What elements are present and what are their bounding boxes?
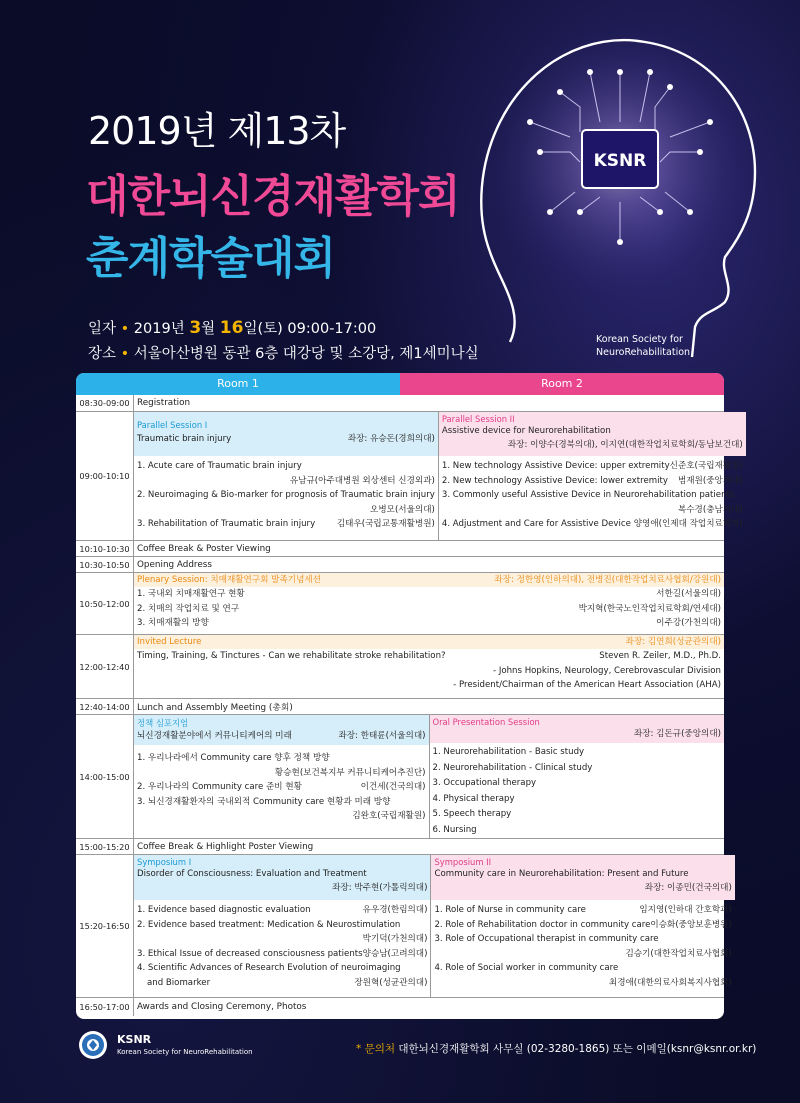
lecture-title: Timing, Training, & Tinctures - Can we rehabilitate stroke rehabilitation?	[137, 651, 446, 661]
talk-speaker: 박지혁(한국노인작업치료학회/연세대)	[578, 603, 721, 614]
talk-speaker: 양영애(인제대 작업치료학과)	[633, 519, 743, 529]
talk-title: 2. Role of Rehabilitation doctor in community care	[434, 919, 651, 930]
speaker-affiliation: - Johns Hopkins, Neurology, Cerebrovascular Division	[492, 665, 721, 676]
talk-title: 4. Scientific Advances of Research Evolution of neuroimaging	[137, 963, 401, 973]
schedule-row-parallel	[76, 412, 743, 541]
schedule-row-coffee-break	[76, 839, 724, 855]
session-title: Traumatic brain injury	[137, 434, 232, 444]
room1-header: Room 1	[76, 373, 400, 395]
talk-title: 3. Rehabilitation of Traumatic brain injury	[137, 519, 316, 529]
time-cell: 16:50-17:00	[76, 998, 134, 1016]
oral-topic: 6. Nursing	[432, 824, 477, 835]
talk-speaker: 김태우(국립교통재활병원)	[336, 519, 435, 529]
talk-speaker: 이주강(가천의대)	[656, 618, 721, 628]
session-name: Invited Lecture	[137, 637, 202, 647]
talk-speaker: 복수경(충남의대)	[677, 504, 743, 515]
schedule-row-lunch	[76, 699, 724, 715]
session-title: Assistive device for Neurorehabilitation	[441, 426, 611, 436]
talk-speaker: 양승남(고려의대)	[362, 948, 428, 959]
date-label: 일자	[88, 321, 117, 337]
session-chair: 좌장: 유승돈(경희의대)	[347, 434, 435, 444]
talk-title: 3. Role of Occupational therapist in community care	[434, 934, 659, 944]
talk-title: 2. 우리나라의 Community care 준비 현황	[137, 782, 302, 792]
talk-speaker: 박기덕(가천의대)	[362, 934, 428, 944]
time-cell: 12:40-14:00	[76, 699, 134, 714]
session-name: Parallel Session I	[137, 420, 208, 430]
talk-speaker: 임지영(인하대 간호학과)	[639, 905, 732, 915]
oral-topic: 5. Speech therapy	[432, 809, 512, 819]
talk-title: 1. 우리나라에서 Community care 향후 정책 방향	[137, 753, 330, 763]
footer-logo-subtitle: Korean Society for NeuroRehabilitation	[117, 1048, 253, 1056]
talk-speaker: 이건세(건국의대)	[360, 782, 426, 792]
lecture-speaker: Steven R. Zeiler, M.D., Ph.D.	[599, 651, 721, 661]
session-title: Disorder of Consciousness: Evaluation and Treatment	[137, 869, 367, 879]
brain-circuit-illustration	[470, 12, 770, 362]
date-time: 일(토) 09:00-17:00	[243, 321, 377, 337]
time-cell: 14:00-15:00	[76, 715, 134, 838]
talk-speaker: 김완호(국립재활원)	[352, 811, 426, 821]
session-chair: 좌장: 김돈규(중앙의대)	[633, 729, 721, 739]
schedule-row-plenary	[76, 573, 724, 635]
oral-topic: 1. Neurorehabilitation - Basic study	[432, 747, 585, 757]
ksnr-seal-icon	[78, 1030, 108, 1060]
event-text: Opening Address	[137, 559, 212, 570]
date-day: 16	[219, 318, 244, 338]
contact-text: 대한뇌신경재활학회 사무실 (02-3280-1865) 또는 이메일(ksnr@ksnr.or.kr)	[398, 1043, 757, 1055]
talk-speaker: 최경애(대한의료사회복지사협회)	[608, 977, 732, 988]
speaker-affiliation: - President/Chairman of the American Heart Association (AHA)	[453, 680, 721, 690]
bullet-icon: •	[120, 321, 130, 337]
title-conference: 춘계학술대회	[86, 233, 336, 284]
talk-speaker: 신준호(국립재활원)	[669, 461, 743, 471]
event-text: Registration	[137, 398, 191, 408]
caption-line-1: Korean Society for	[596, 334, 683, 345]
talk-speaker: 김승기(대한작업치료사협회)	[625, 948, 732, 959]
talk-speaker: 서한길(서울의대)	[656, 589, 721, 599]
session-name: Parallel Session II	[441, 414, 515, 424]
event-text: Lunch and Assembly Meeting (총회)	[137, 703, 293, 713]
talk-title: 1. Acute care of Traumatic brain injury	[137, 461, 302, 471]
footer-contact	[356, 1041, 756, 1056]
time-cell: 10:50-12:00	[76, 573, 134, 634]
talk-speaker: 장원혁(성균관의대)	[354, 977, 428, 988]
session-title: 뇌신경재활분야에서 커뮤니티케어의 미래	[137, 731, 292, 741]
event-text: Awards and Closing Ceremony, Photos	[137, 1002, 307, 1012]
room-header	[76, 373, 724, 395]
schedule-row-coffee-break	[76, 541, 724, 557]
oral-topic: 4. Physical therapy	[432, 793, 515, 804]
time-cell: 12:00-12:40	[76, 635, 134, 698]
schedule-row-invited-lecture	[76, 635, 724, 699]
event-text: Coffee Break & Highlight Poster Viewing	[137, 841, 314, 852]
talk-speaker: 범재원(중앙의대)	[677, 475, 743, 486]
event-text: Coffee Break & Poster Viewing	[137, 543, 271, 554]
caption-line-2: NeuroRehabilitation	[596, 347, 691, 358]
venue-text: 서울아산병원 동관 6층 대강당 및 소강당, 제1세미나실	[133, 346, 479, 362]
talk-title: 1. Role of Nurse in community care	[434, 905, 586, 915]
talk-title: 3. 뇌신경재활환자의 국내외적 Community care 현황과 미래 방향	[137, 796, 391, 807]
session-name: Oral Presentation Session	[432, 717, 540, 727]
schedule-row-policy-and-oral	[76, 715, 724, 839]
talk-title: 4. Adjustment and Care for Assistive Device	[441, 519, 631, 529]
oral-topic: 2. Neurorehabilitation - Clinical study	[432, 762, 593, 773]
session-name: 정책 심포지엄	[137, 718, 189, 728]
date-year: 2019년	[133, 321, 185, 337]
venue-line	[88, 342, 479, 363]
schedule-row-closing	[76, 998, 724, 1016]
time-cell: 10:30-10:50	[76, 557, 134, 572]
oral-topic: 3. Occupational therapy	[432, 778, 537, 788]
room2-session	[439, 412, 746, 540]
time-cell: 08:30-09:00	[76, 395, 134, 411]
talk-speaker: 오병모(서울의대)	[370, 504, 435, 515]
talk-title: 2. Evidence based treatment: Medication & Neurostimulation	[137, 919, 401, 930]
session-name: Symposium II	[434, 857, 492, 867]
talk-title: 4. Role of Social worker in community care	[434, 963, 619, 973]
talk-title: 1. New technology Assistive Device: upper extremity	[441, 461, 670, 471]
bullet-icon: •	[120, 346, 130, 362]
schedule-row-opening	[76, 557, 724, 573]
date-month-suffix: 월	[201, 321, 216, 337]
talk-title: 2. New technology Assistive Device: lower extremity	[441, 475, 668, 486]
talk-title: 1. 국내외 치매재활연구 현황	[137, 589, 245, 599]
talk-speaker: 유우경(한림의대)	[362, 905, 428, 915]
talk-speaker: 황승현(보건복지부 커뮤니티케어추진단)	[274, 767, 426, 778]
time-cell: 09:00-10:10	[76, 412, 134, 540]
venue-label: 장소	[88, 346, 117, 362]
time-cell: 15:20-16:50	[76, 855, 134, 997]
room2-session	[431, 855, 734, 997]
talk-title: 2. 치매의 작업치료 및 연구	[137, 603, 240, 614]
talk-title: 2. Neuroimaging & Bio-marker for prognosis of Traumatic brain injury	[137, 490, 435, 500]
time-cell: 15:00-15:20	[76, 839, 134, 854]
schedule-table	[76, 373, 743, 1019]
room1-session	[134, 715, 430, 838]
schedule-row-symposium	[76, 855, 732, 998]
ksnr-chip-text: KSNR	[593, 151, 647, 171]
session-title: Community care in Neurorehabilitation: Present and Future	[434, 869, 689, 879]
talk-title: 3. 치매재활의 방향	[137, 618, 209, 628]
talk-title: 3. Commonly useful Assistive Device in Neurorehabilitation patients	[441, 490, 735, 500]
room2-header: Room 2	[400, 373, 724, 395]
date-month: 3	[189, 318, 202, 338]
talk-title: 3. Ethical Issue of decreased consciousness patients	[137, 948, 363, 959]
session-chair: 좌장: 한태륜(서울의대)	[338, 731, 426, 741]
session-chair: 좌장: 김연희(성균관의대)	[625, 637, 721, 647]
talk-speaker: 이승화(중앙보훈병원)	[650, 919, 732, 930]
room1-session	[134, 412, 439, 540]
title-year-edition: 2019년 제13차	[88, 109, 346, 153]
talk-speaker: 유남규(아주대병원 외상센터 신경외과)	[289, 475, 435, 486]
session-chair: 좌장: 이종민(건국의대)	[644, 883, 732, 893]
schedule-row-registration	[76, 395, 724, 412]
room1-session	[134, 855, 431, 997]
title-society: 대한뇌신경재활학회	[86, 171, 460, 222]
talk-title: 1. Evidence based diagnostic evaluation	[137, 905, 311, 915]
session-name: Plenary Session: 치매재활연구회 발족기념세션	[137, 575, 321, 585]
footer-logo-text: KSNR	[117, 1033, 152, 1046]
date-line	[88, 317, 376, 338]
session-chair: 좌장: 이양수(경북의대), 이지연(대한작업치료학회/동남보건대)	[507, 440, 743, 450]
session-name: Symposium I	[137, 857, 192, 867]
session-chair: 좌장: 정한영(인하의대), 전병진(대한작업치료사협회/강원대)	[494, 575, 721, 585]
time-cell: 10:10-10:30	[76, 541, 134, 556]
society-caption	[596, 333, 690, 359]
contact-label: * 문의처	[356, 1043, 396, 1055]
session-chair: 좌장: 박주현(가톨릭의대)	[332, 883, 428, 893]
room2-session	[430, 715, 725, 838]
talk-title-cont: and Biomarker	[147, 977, 211, 988]
